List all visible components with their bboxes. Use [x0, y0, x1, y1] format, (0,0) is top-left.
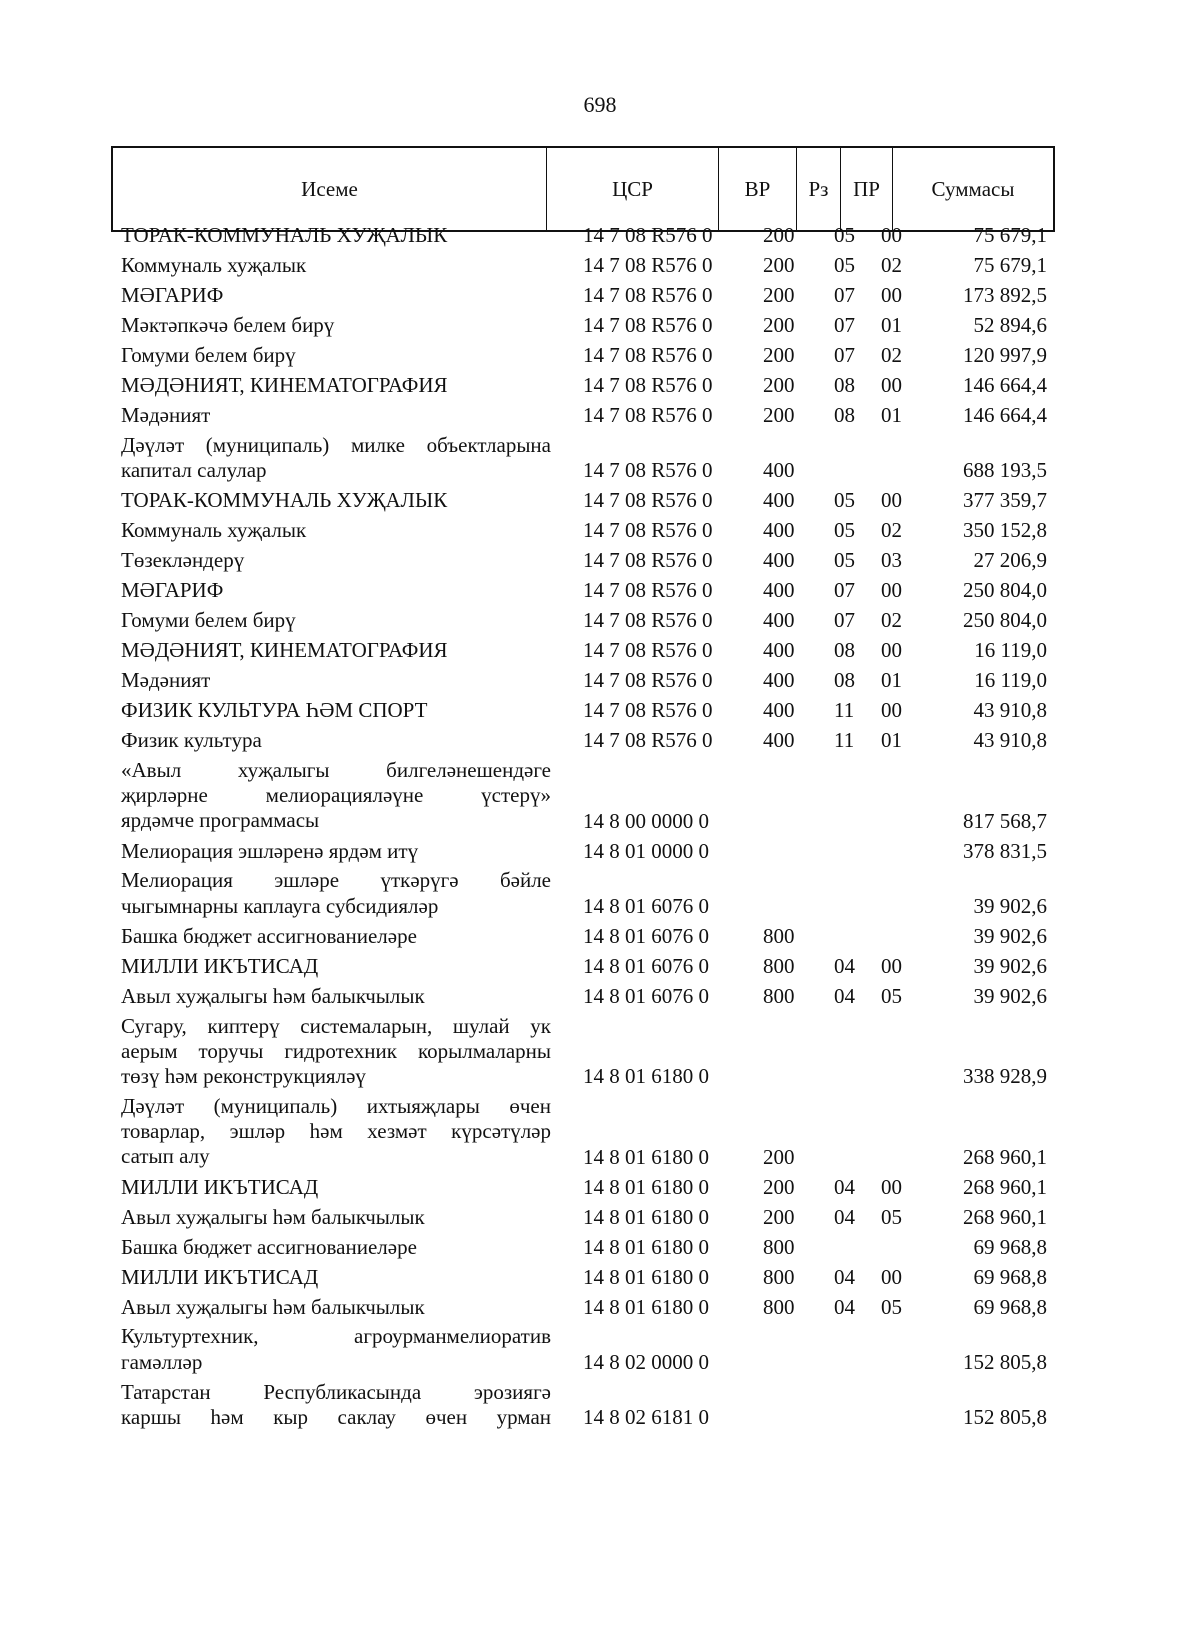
row-sum: 69 968,8	[973, 1264, 1047, 1289]
row-name: МИЛЛИ ИКЪТИСАД	[121, 1174, 319, 1199]
row-rz: 04	[834, 1294, 855, 1319]
row-name: Гомуми белем бирү	[121, 608, 296, 633]
row-csr: 14 8 01 6180 0	[583, 1064, 709, 1089]
row-name: Мәктәпкәчә белем бирү	[121, 313, 335, 337]
table-row	[0, 1294, 1200, 1320]
row-vr: 800	[763, 923, 795, 948]
row-vr: 200	[763, 1174, 795, 1199]
row-sum: 688 193,5	[963, 458, 1047, 483]
row-sum: 817 568,7	[963, 808, 1047, 833]
header-sum: Суммасы	[931, 176, 1015, 201]
row-sum: 39 902,6	[973, 893, 1047, 918]
row-csr: 14 8 01 0000 0	[583, 838, 709, 863]
row-csr: 14 7 08 R576 0	[583, 253, 713, 277]
row-name-line: төзү һәм реконструкцияләү	[121, 1063, 366, 1088]
row-sum: 152 805,8	[963, 1349, 1047, 1374]
row-sum: 146 664,4	[963, 373, 1047, 397]
row-csr: 14 7 08 R576 0	[583, 223, 713, 247]
row-pr: 05	[881, 983, 902, 1008]
row-rz: 07	[834, 283, 855, 307]
row-csr: 14 7 08 R576 0	[583, 283, 713, 307]
row-csr: 14 8 02 6181 0	[583, 1405, 709, 1429]
row-vr: 200	[763, 1144, 795, 1169]
row-name: МИЛЛИ ИКЪТИСАД	[121, 953, 319, 978]
table-row	[0, 1174, 1200, 1200]
row-name	[121, 1324, 551, 1374]
row-pr: 00	[881, 223, 902, 247]
row-name-line: Сугару, киптерү системаларын, шулай ук	[121, 1013, 551, 1038]
row-name: ТОРАК-КОММУНАЛЬ ХУҖАЛЫК	[121, 488, 448, 513]
row-sum: 16 119,0	[974, 668, 1047, 693]
header-vr: ВР	[719, 148, 797, 230]
row-vr: 400	[763, 608, 795, 633]
row-name-line: чыгымнарны каплауга субсидияләр	[121, 893, 439, 918]
row-csr: 14 7 08 R576 0	[583, 458, 713, 483]
row-csr: 14 7 08 R576 0	[583, 728, 713, 753]
row-name: МӘГАРИФ	[121, 283, 224, 307]
row-sum: 152 805,8	[963, 1405, 1047, 1429]
row-pr: 00	[881, 953, 902, 978]
row-csr: 14 8 01 6180 0	[583, 1294, 709, 1319]
row-rz: 07	[834, 578, 855, 603]
row-name	[121, 868, 551, 918]
row-pr: 00	[881, 638, 902, 663]
row-vr: 400	[763, 518, 795, 543]
row-name: Гомуми белем бирү	[121, 343, 296, 367]
table-row	[0, 1204, 1200, 1230]
table-row	[0, 1379, 1200, 1430]
table-row	[0, 923, 1200, 949]
row-name: Мәдәният	[121, 403, 211, 427]
row-rz: 08	[834, 638, 855, 663]
table-row	[0, 1093, 1200, 1170]
row-csr: 14 8 01 6180 0	[583, 1174, 709, 1199]
row-rz: 07	[834, 343, 855, 367]
row-name: Башка бюджет ассигнованиеләре	[121, 923, 417, 948]
header-csr: ЦСР	[547, 148, 719, 230]
row-vr: 200	[763, 1204, 795, 1229]
row-vr: 800	[763, 1234, 795, 1259]
row-pr: 02	[881, 518, 902, 543]
row-sum: 39 902,6	[973, 923, 1047, 948]
row-sum: 338 928,9	[963, 1064, 1047, 1089]
row-name	[121, 1014, 551, 1090]
row-name: Мелиорация эшләренә ярдәм итү	[121, 838, 419, 863]
table-row	[0, 727, 1200, 753]
table-row	[0, 432, 1200, 483]
row-rz: 07	[834, 608, 855, 633]
row-rz: 04	[834, 953, 855, 978]
row-name	[121, 758, 551, 834]
row-csr: 14 8 01 6076 0	[583, 983, 709, 1008]
row-name	[121, 433, 551, 483]
row-name-line: Мелиорация эшләре үткәрүгә бәйле	[121, 868, 551, 893]
row-sum: 27 206,9	[973, 548, 1047, 573]
table-row	[0, 1013, 1200, 1089]
table-row	[0, 372, 1200, 398]
row-sum: 268 960,1	[963, 1204, 1047, 1229]
page-number: 698	[583, 92, 617, 117]
row-sum: 146 664,4	[963, 403, 1047, 427]
row-sum: 52 894,6	[973, 313, 1047, 337]
row-vr: 200	[763, 283, 795, 307]
row-name: МИЛЛИ ИКЪТИСАД	[121, 1264, 319, 1289]
row-sum: 378 831,5	[963, 838, 1047, 863]
row-csr: 14 7 08 R576 0	[583, 373, 713, 397]
table-row	[0, 487, 1200, 513]
row-sum: 377 359,7	[963, 488, 1047, 513]
row-pr: 00	[881, 283, 902, 307]
row-pr: 00	[881, 488, 902, 513]
row-csr: 14 7 08 R576 0	[583, 343, 713, 367]
row-rz: 11	[834, 728, 855, 753]
row-vr: 800	[763, 1294, 795, 1319]
row-rz: 05	[834, 223, 855, 247]
row-name: Авыл хуҗалыгы һәм балыкчылык	[121, 983, 425, 1008]
table-row	[0, 282, 1200, 308]
row-csr: 14 7 08 R576 0	[583, 403, 713, 427]
row-pr: 00	[881, 1264, 902, 1289]
row-csr: 14 7 08 R576 0	[583, 638, 713, 663]
row-sum: 16 119,0	[974, 638, 1047, 663]
row-name: МӘГАРИФ	[121, 578, 224, 603]
row-name	[121, 1094, 551, 1170]
row-vr: 200	[763, 223, 795, 247]
row-name-line: капитал салулар	[121, 457, 267, 482]
row-rz: 04	[834, 1204, 855, 1229]
row-sum: 43 910,8	[973, 698, 1047, 723]
row-sum: 173 892,5	[963, 283, 1047, 307]
table-row	[0, 1264, 1200, 1290]
row-csr: 14 8 01 6180 0	[583, 1144, 709, 1169]
row-name: МӘДӘНИЯТ, КИНЕМАТОГРАФИЯ	[121, 638, 448, 663]
row-pr: 01	[881, 668, 902, 693]
row-sum: 39 902,6	[973, 983, 1047, 1008]
row-name-line: Дәүләт (муниципаль) милке объектларына	[121, 432, 551, 457]
row-name: ФИЗИК КУЛЬТУРА ҺӘМ СПОРТ	[121, 698, 428, 723]
row-name-line: сатып алу	[121, 1144, 210, 1169]
row-sum: 350 152,8	[963, 518, 1047, 543]
row-rz: 08	[834, 373, 855, 397]
row-rz: 04	[834, 1174, 855, 1199]
table-row	[0, 697, 1200, 723]
row-vr: 200	[763, 343, 795, 367]
row-sum: 120 997,9	[963, 343, 1047, 367]
row-rz: 08	[834, 668, 855, 693]
row-rz: 05	[834, 548, 855, 573]
row-csr: 14 7 08 R576 0	[583, 668, 713, 693]
row-name: Авыл хуҗалыгы һәм балыкчылык	[121, 1204, 425, 1229]
row-sum: 75 679,1	[973, 253, 1047, 277]
row-pr: 00	[881, 698, 902, 723]
table-row	[0, 637, 1200, 663]
table-row	[0, 312, 1200, 338]
row-vr: 400	[763, 668, 795, 693]
row-name: ТОРАК-КОММУНАЛЬ ХУҖАЛЫК	[121, 223, 448, 247]
row-csr: 14 8 01 6180 0	[583, 1204, 709, 1229]
row-name-line: Дәүләт (муниципаль) ихтыяҗлары өчен	[121, 1093, 551, 1118]
row-vr: 200	[763, 313, 795, 337]
row-pr: 01	[881, 403, 902, 427]
row-vr: 400	[763, 548, 795, 573]
row-name-line: җирләрне мелиорацияләүне үстерү»	[121, 783, 551, 808]
row-vr: 800	[763, 983, 795, 1008]
row-rz: 04	[834, 1264, 855, 1289]
row-sum: 75 679,1	[973, 223, 1047, 247]
table-row	[0, 1324, 1200, 1375]
row-pr: 00	[881, 1174, 902, 1199]
row-name-line: Татарстан Республикасында эрозиягә	[121, 1379, 551, 1404]
row-rz: 05	[834, 488, 855, 513]
row-sum: 250 804,0	[963, 608, 1047, 633]
row-vr: 800	[763, 953, 795, 978]
table-row	[0, 667, 1200, 693]
row-pr: 01	[881, 728, 902, 753]
table-row	[0, 402, 1200, 428]
row-pr: 05	[881, 1294, 902, 1319]
row-csr: 14 7 08 R576 0	[583, 313, 713, 337]
row-name-line: аерым торучы гидротехник корылмаларны	[121, 1038, 551, 1063]
table-row	[0, 547, 1200, 573]
row-sum: 69 968,8	[973, 1234, 1047, 1259]
table-row	[0, 1234, 1200, 1260]
row-name: Төзекләндерү	[121, 548, 245, 573]
row-name-line: Культуртехник, агроурманмелиоратив	[121, 1324, 551, 1349]
row-csr: 14 7 08 R576 0	[583, 488, 713, 513]
row-pr: 02	[881, 343, 902, 367]
row-sum: 268 960,1	[963, 1174, 1047, 1199]
table-row	[0, 953, 1200, 979]
row-csr: 14 8 01 6180 0	[583, 1234, 709, 1259]
row-pr: 03	[881, 548, 902, 573]
table-row	[0, 252, 1200, 278]
row-vr: 400	[763, 458, 795, 483]
header-name: Исеме	[113, 148, 547, 230]
row-name-line: товарлар, эшләр һәм хезмәт күрсәтүләр	[121, 1119, 551, 1144]
row-vr: 400	[763, 698, 795, 723]
row-csr: 14 7 08 R576 0	[583, 548, 713, 573]
table-row	[0, 577, 1200, 603]
table-row	[0, 607, 1200, 633]
row-rz: 11	[834, 698, 855, 723]
row-csr: 14 8 01 6076 0	[583, 893, 709, 918]
row-sum: 69 968,8	[973, 1294, 1047, 1319]
row-rz: 05	[834, 518, 855, 543]
row-name-line: «Авыл хуҗалыгы билгеләнешендәге	[121, 757, 551, 782]
row-pr: 05	[881, 1204, 902, 1229]
row-rz: 05	[834, 253, 855, 277]
row-name-line: каршы һәм кыр саклау өчен урман	[121, 1404, 551, 1429]
row-name: МӘДӘНИЯТ, КИНЕМАТОГРАФИЯ	[121, 373, 448, 397]
row-name: Авыл хуҗалыгы һәм балыкчылык	[121, 1294, 425, 1319]
row-rz: 07	[834, 313, 855, 337]
row-csr: 14 7 08 R576 0	[583, 518, 713, 543]
row-csr: 14 8 00 0000 0	[583, 808, 709, 833]
row-sum: 250 804,0	[963, 578, 1047, 603]
table-row	[0, 983, 1200, 1009]
table-row	[0, 868, 1200, 919]
header-pr: ПР	[841, 148, 893, 230]
row-csr: 14 7 08 R576 0	[583, 578, 713, 603]
row-csr: 14 8 01 6180 0	[583, 1264, 709, 1289]
row-rz: 08	[834, 403, 855, 427]
row-rz: 04	[834, 983, 855, 1008]
row-vr: 200	[763, 253, 795, 277]
row-csr: 14 8 01 6076 0	[583, 953, 709, 978]
table-row	[0, 222, 1200, 248]
row-name: Коммуналь хуҗалык	[121, 253, 307, 277]
row-name-line: ярдәмче программасы	[121, 808, 320, 833]
row-csr: 14 8 02 0000 0	[583, 1349, 709, 1374]
row-vr: 400	[763, 638, 795, 663]
table-row	[0, 757, 1200, 834]
row-vr: 200	[763, 403, 795, 427]
row-name	[121, 1380, 551, 1430]
row-pr: 02	[881, 253, 902, 277]
row-pr: 00	[881, 578, 902, 603]
row-pr: 00	[881, 373, 902, 397]
table-header	[111, 146, 1055, 232]
row-vr: 800	[763, 1264, 795, 1289]
table-row	[0, 838, 1200, 864]
row-pr: 02	[881, 608, 902, 633]
table-row	[0, 517, 1200, 543]
row-name: Коммуналь хуҗалык	[121, 518, 307, 543]
row-sum: 39 902,6	[973, 953, 1047, 978]
row-vr: 400	[763, 488, 795, 513]
row-vr: 400	[763, 728, 795, 753]
row-csr: 14 7 08 R576 0	[583, 698, 713, 723]
row-sum: 268 960,1	[963, 1144, 1047, 1169]
table-row	[0, 342, 1200, 368]
row-name-line: гамәлләр	[121, 1349, 203, 1374]
row-csr: 14 8 01 6076 0	[583, 923, 709, 948]
row-csr: 14 7 08 R576 0	[583, 608, 713, 633]
row-vr: 400	[763, 578, 795, 603]
row-sum: 43 910,8	[973, 728, 1047, 753]
row-name: Мәдәният	[121, 668, 211, 693]
row-pr: 01	[881, 313, 902, 337]
header-rz: Рз	[797, 148, 841, 230]
row-name: Башка бюджет ассигнованиеләре	[121, 1234, 417, 1259]
row-vr: 200	[763, 373, 795, 397]
row-name: Физик культура	[121, 728, 262, 753]
